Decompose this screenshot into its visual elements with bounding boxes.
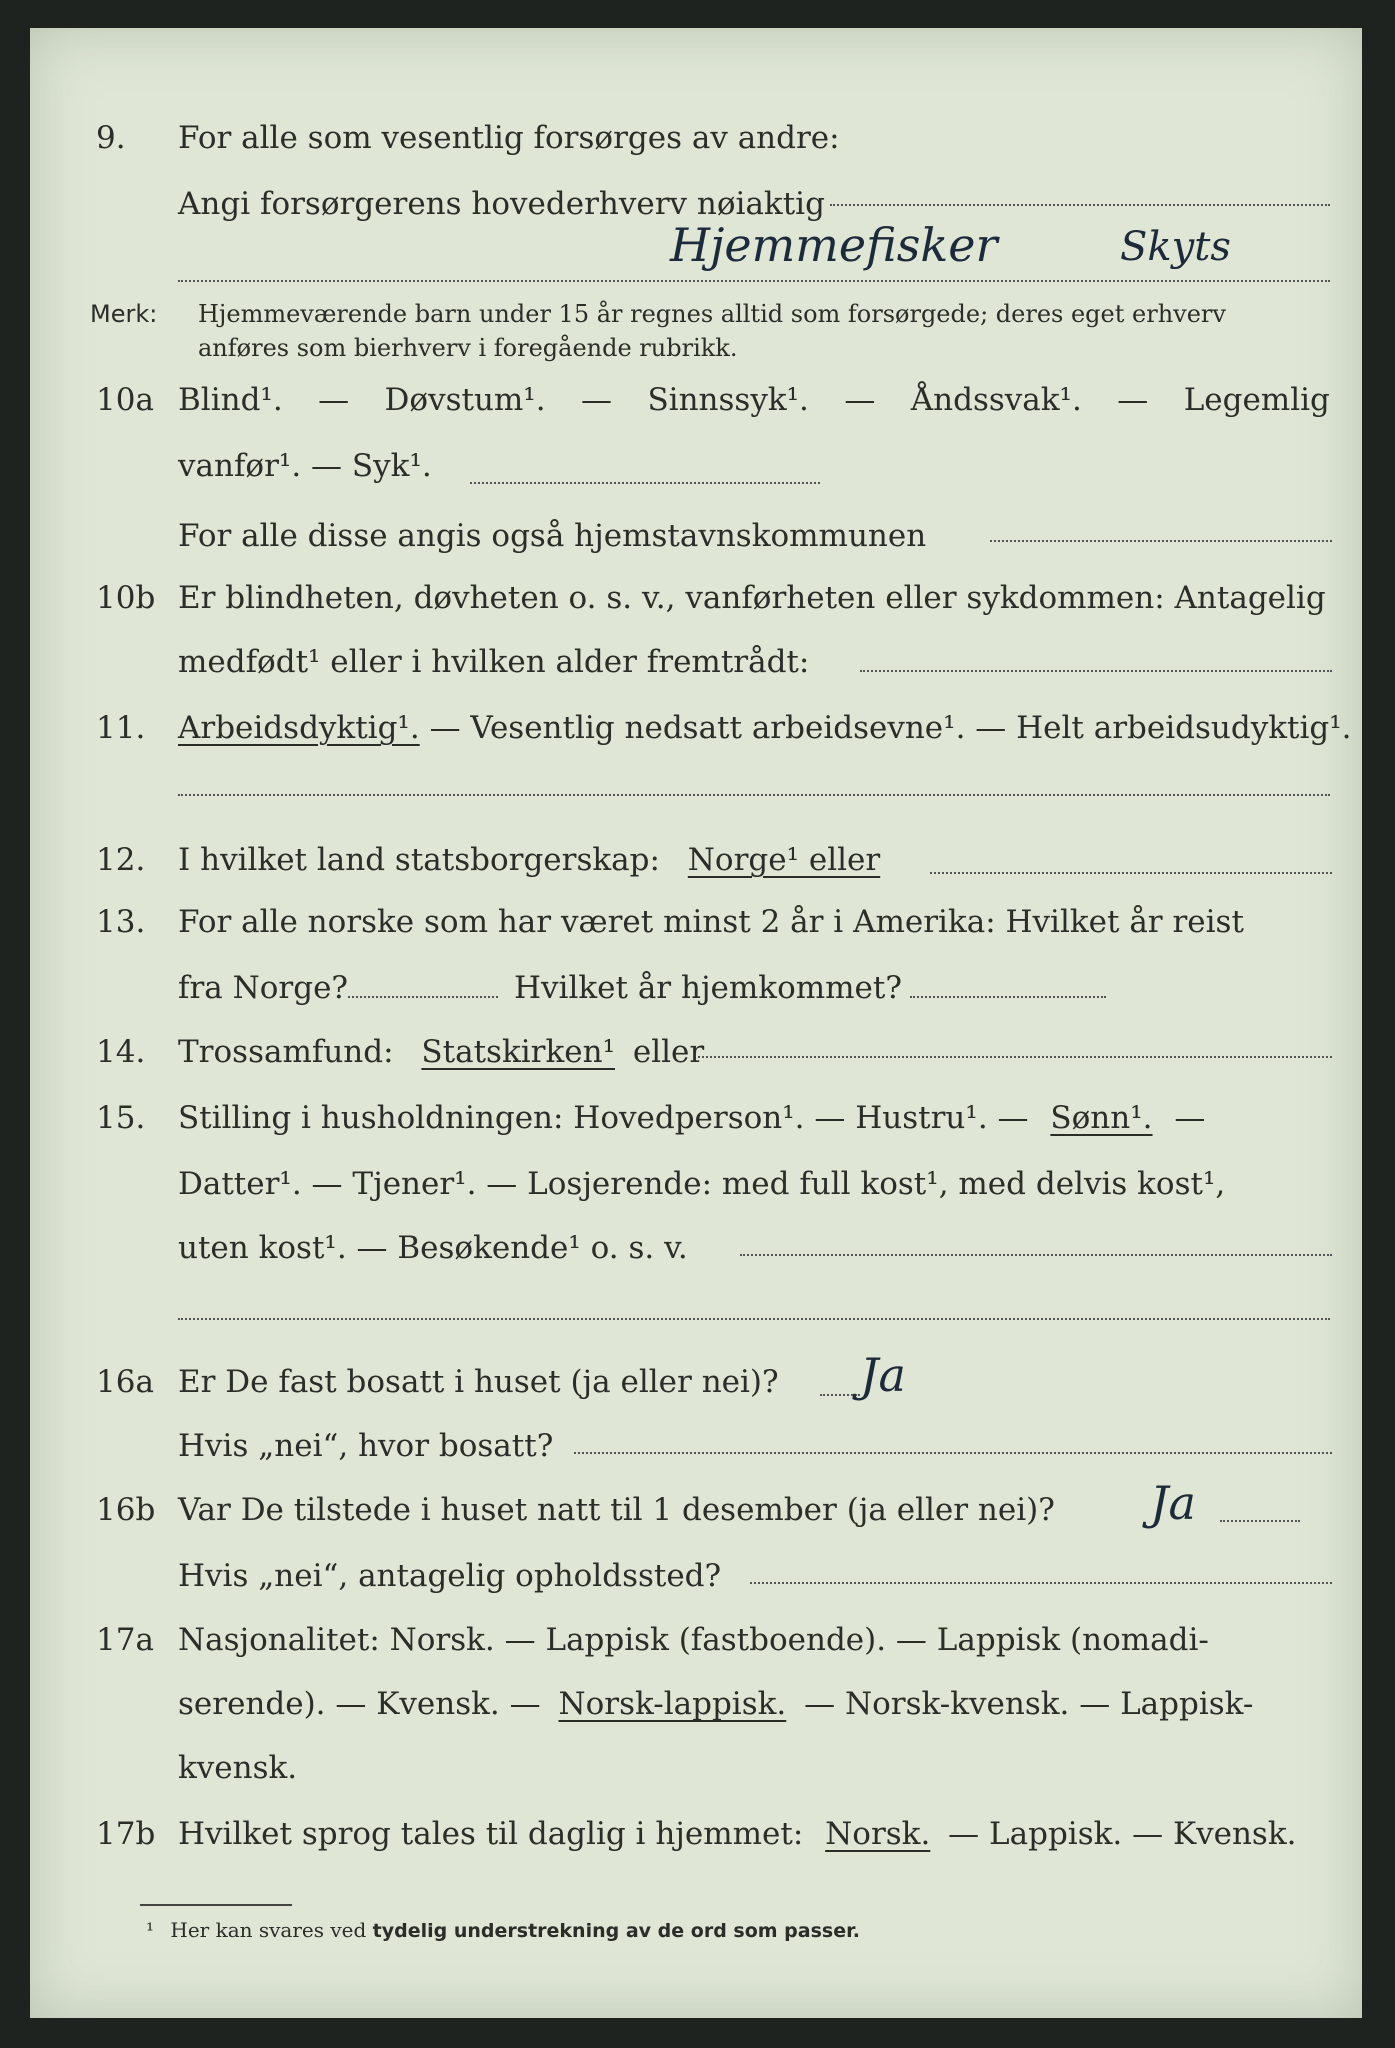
q17a-text-3: kvensk. — [178, 1750, 298, 1786]
q14-content — [178, 1032, 704, 1072]
q12-text: I hvilket land statsborgerskap: — [178, 842, 660, 878]
q9-question: Angi forsørgerens hovederhverv nøiaktig — [178, 186, 825, 222]
q10b-number: 10b — [96, 580, 156, 616]
q10a-dotted-line — [470, 480, 820, 484]
q10b-question: medfødt¹ eller i hvilken alder fremtrådt: — [178, 644, 810, 680]
q10a-dotted-line-2 — [990, 538, 1332, 542]
q15-content — [178, 1098, 1205, 1138]
q10a-vanfor-syk: vanfør¹. — Syk¹. — [178, 448, 432, 484]
q13-number: 13. — [96, 904, 146, 940]
q16a-dotted-line-2 — [574, 1450, 1332, 1454]
q10a-legemlig: Legemlig — [1183, 382, 1330, 418]
footnote-bold-text: tydelig understrekning av de ord som passer. — [372, 1920, 860, 1942]
q14-number: 14. — [96, 1034, 146, 1070]
q13-dotted-line-2 — [910, 994, 1106, 998]
q16b-text: Var De tilstede i huset natt til 1 desember (ja eller nei)? — [178, 1492, 1055, 1528]
q16a-question-2: Hvis „nei“, hvor bosatt? — [178, 1428, 554, 1464]
q15-dash: — — [1174, 1100, 1206, 1136]
q15-text-1: Stilling i husholdningen: Hovedperson¹. — Hustru¹. — — [178, 1100, 1029, 1136]
q12-norge-underlined: Norge¹ eller — [687, 842, 881, 878]
merk-label: Merk: — [90, 300, 158, 328]
q15-text-2: Datter¹. — Tjener¹. — Losjerende: med full kost¹, med delvis kost¹, — [178, 1166, 1226, 1202]
footnote-rule — [140, 1904, 292, 1906]
q11-rest: — Vesentlig nedsatt arbeidsevne¹. — Helt arbeidsudyktig¹. — [429, 710, 1352, 746]
q16a-text: Er De fast bosatt i huset (ja eller nei)? — [178, 1364, 779, 1400]
q13-hjemkommet: Hvilket år hjemkommet? — [514, 970, 902, 1006]
q10a-dash: — — [318, 382, 350, 418]
q12-dotted-line — [930, 870, 1332, 874]
q14-eller: eller — [632, 1034, 705, 1070]
q17a-text-1: Nasjonalitet: Norsk. — Lappisk (fastboende). — Lappisk (nomadi- — [178, 1622, 1209, 1658]
q10a-blind: Blind¹. — [178, 382, 283, 418]
q15-dotted-line — [740, 1252, 1332, 1256]
footnote-text: Her kan svares ved — [170, 1918, 367, 1942]
q10b-dotted-line — [860, 668, 1332, 672]
q11-number: 11. — [96, 710, 146, 746]
q14-dotted-line — [698, 1054, 1332, 1058]
q17a-text-2a: serende). — Kvensk. — — [178, 1686, 541, 1722]
q9-handwritten-answer: Hjemmefisker — [670, 218, 998, 272]
q10a-dovstum: Døvstum¹. — [384, 382, 546, 418]
q15-sonn-underlined: Sønn¹. — [1050, 1100, 1153, 1136]
q16b-dotted-line — [1220, 1518, 1300, 1522]
q11-options — [178, 708, 1352, 748]
merk-text-2: anføres som bierhverv i foregående rubrikk. — [198, 334, 738, 362]
q15-text-3: uten kost¹. — Besøkende¹ o. s. v. — [178, 1230, 688, 1266]
q15-number: 15. — [96, 1100, 146, 1136]
census-form-page — [30, 28, 1362, 2018]
q17a-text-2c: — Norsk-kvensk. — Lappisk- — [804, 1686, 1254, 1722]
q16b-handwritten-answer: Ja — [1150, 1476, 1196, 1530]
q14-statskirken-underlined: Statskirken¹ — [421, 1034, 615, 1070]
q9-number: 9. — [96, 120, 126, 156]
footnote — [146, 1918, 860, 1942]
q17b-content — [178, 1814, 1296, 1854]
q16b-dotted-line-2 — [750, 1580, 1332, 1584]
q16b-number: 16b — [96, 1492, 156, 1528]
q17a-content — [178, 1684, 1253, 1724]
q10a-number: 10a — [96, 382, 154, 418]
q16a-handwritten-answer: Ja — [860, 1348, 906, 1402]
q16a-number: 16a — [96, 1364, 154, 1400]
q10a-dash: — — [581, 382, 613, 418]
q9-text: For alle som vesentlig forsørges av andre: — [178, 120, 840, 156]
footnote-mark: ¹ — [146, 1918, 155, 1942]
q10a-hjemstavn: For alle disse angis også hjemstavnskommunen — [178, 518, 927, 554]
q15-dotted-line-2 — [178, 1316, 1330, 1320]
q10a-dash: — — [1117, 382, 1149, 418]
q9-handwritten-answer-2: Skyts — [1120, 224, 1231, 270]
q17b-tail: — Lappisk. — Kvensk. — [948, 1816, 1297, 1852]
q11-dotted-line — [178, 792, 1330, 796]
q10a-dash: — — [844, 382, 876, 418]
q17b-text: Hvilket sprog tales til daglig i hjemmet: — [178, 1816, 804, 1852]
q14-text: Trossamfund: — [178, 1034, 394, 1070]
q9-dotted-line — [830, 202, 1330, 206]
q13-dotted-line-1 — [348, 994, 498, 998]
q16a-dotted-line — [820, 1392, 860, 1396]
q13-text: For alle norske som har været minst 2 år i Amerika: Hvilket år reist — [178, 904, 1244, 940]
q16b-question-2: Hvis „nei“, antagelig opholdssted? — [178, 1558, 722, 1594]
q17a-norsk-lappisk-underlined: Norsk-lappisk. — [558, 1686, 787, 1722]
q10a-andssvak: Åndssvak¹. — [910, 382, 1082, 418]
q12-content — [178, 840, 880, 880]
q17a-number: 17a — [96, 1622, 154, 1658]
q13-reist: fra Norge? — [178, 970, 349, 1006]
q10a-options — [178, 380, 1330, 420]
q17b-number: 17b — [96, 1816, 156, 1852]
q17b-norsk-underlined: Norsk. — [825, 1816, 931, 1852]
q10a-sinnssyk: Sinnssyk¹. — [647, 382, 809, 418]
merk-text-1: Hjemmeværende barn under 15 år regnes alltid som forsørgede; deres eget erhverv — [198, 300, 1226, 328]
q12-number: 12. — [96, 842, 146, 878]
q10b-text: Er blindheten, døvheten o. s. v., vanførheten eller sykdommen: Antagelig — [178, 580, 1326, 616]
q11-arbeidsdyktig-underlined: Arbeidsdyktig¹. — [178, 710, 420, 746]
q9-dotted-line-2 — [178, 278, 1330, 282]
